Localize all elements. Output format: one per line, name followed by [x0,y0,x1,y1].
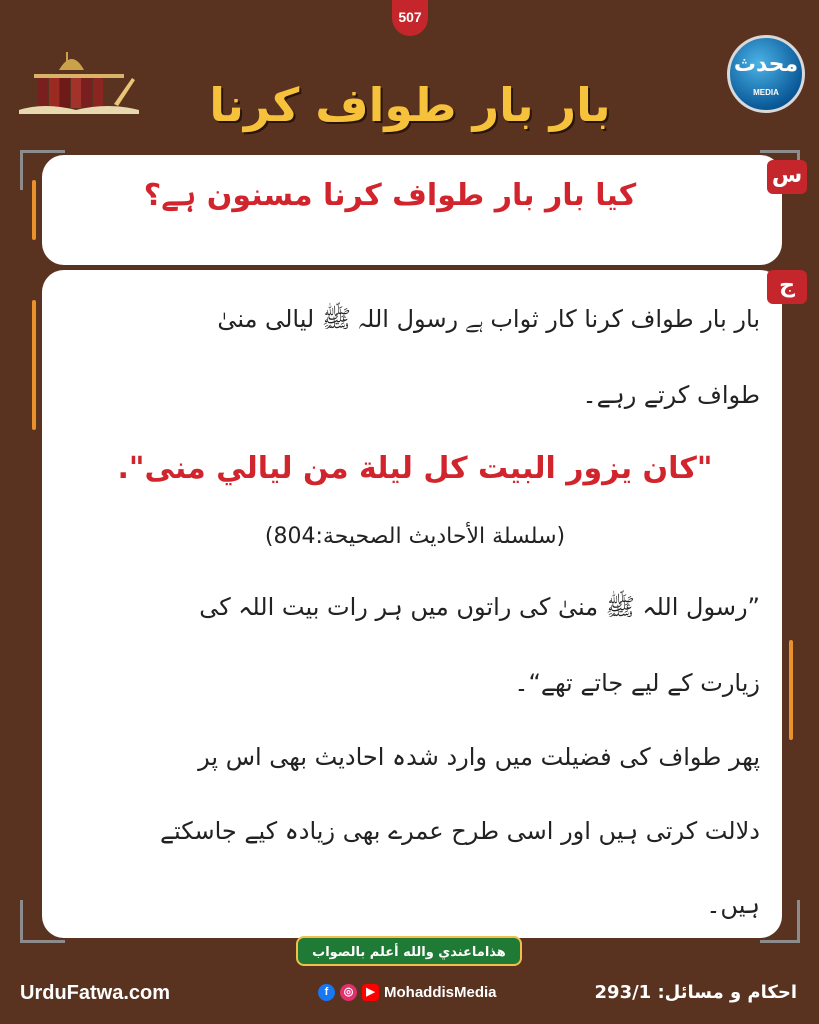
divider-left-top [20,150,23,190]
page-title: بار بار طواف کرنا [209,78,611,132]
divider-bottom-right [760,940,800,943]
youtube-icon[interactable]: ▶ [362,984,379,1001]
answer-line-1: بار بار طواف کرنا کار ثواب ہے رسول اللہ ﷺ لیالی منیٰ [217,305,760,333]
question-text: کیا بار بار طواف کرنا مسنون ہے؟ [143,178,637,213]
brand-logo-subtitle: MEDIA [753,88,779,97]
answer-badge: ج [767,270,807,304]
question-badge: س [767,160,807,194]
social-handle[interactable]: MohaddisMedia [384,984,497,1001]
brand-logo [727,35,805,113]
divider-right-bottom [797,900,800,940]
divider-bottom-left [20,940,65,943]
answer-line-8: دلالت کرتی ہیں اور اسی طرح عمرے بھی زیادہ کیے جاسکتے [159,817,760,845]
closing-ribbon: هذاماعندي والله أعلم بالصواب [296,936,522,966]
facebook-icon[interactable]: f [318,984,335,1001]
page-number: 507 [392,0,428,36]
question-accent-left [32,180,36,240]
book-reference: احکام و مسائل: 293/1 [594,982,797,1003]
answer-accent-left [32,300,36,430]
answer-line-2: طواف کرتے رہے۔ [582,381,760,409]
hadith-arabic: "كان يزور البيت كل ليلة من ليالي منى". [117,451,713,486]
answer-line-7: پھر طواف کی فضیلت میں وارد شدہ احادیث بھی اس پر [198,743,760,771]
website-link[interactable]: UrduFatwa.com [20,982,171,1004]
instagram-icon[interactable]: ◎ [340,984,357,1001]
answer-accent-right [789,640,793,740]
divider-left-bottom [20,900,23,940]
answer-line-6: زیارت کے لیے جاتے تھے“۔ [514,669,760,697]
books-logo [14,48,144,118]
hadith-source: (سلسلة الأحاديث الصحيحة:804) [264,524,566,549]
divider-top-right [760,150,800,153]
brand-logo-text: محدث [733,52,799,77]
divider-top-left [20,150,65,153]
answer-line-5: ”رسول اللہ ﷺ منیٰ کی راتوں میں ہر رات بیت اللہ کی [199,593,760,621]
answer-line-9: ہیں۔ [706,891,760,919]
social-links [318,984,497,1001]
